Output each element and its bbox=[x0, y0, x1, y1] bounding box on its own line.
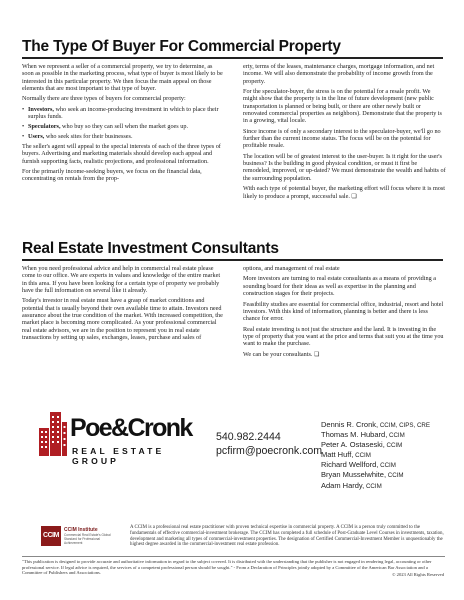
paragraph: The location will be of greatest interest to the user-buyer. Is it right for the user's business? Is the building in good physical condition, or must it first be remodeled, improved, or up-dated? We must demonstrate the wealth and habits of the surrounding population. bbox=[243, 152, 446, 182]
section1-column-right bbox=[243, 63, 446, 203]
paragraph: Real estate investing is not just the structure and the land. It is investing in the type of property that you want at the price and terms that suit you at the time you want to make the purchase. bbox=[243, 325, 444, 348]
paragraph: Normally there are three types of buyers for commercial property: bbox=[22, 95, 186, 103]
agent-name: Peter A. Ostaseski, bbox=[321, 440, 385, 450]
agent-designation: CCIM, CIPS, CRE bbox=[378, 422, 431, 429]
phone-number: 540.982.2444 bbox=[216, 431, 281, 443]
agent-designation: CCIM bbox=[364, 482, 382, 490]
agent-name: Matt Huff, bbox=[321, 450, 354, 460]
bullet-term: Speculators, bbox=[28, 122, 61, 130]
buyer-type-list bbox=[22, 106, 225, 140]
paragraph: options, and management of real estate bbox=[243, 265, 340, 272]
agent-name: Thomas M. Hubard, bbox=[321, 430, 388, 440]
section2-column-left bbox=[22, 265, 225, 344]
section-title-buyer-types: The Type Of Buyer For Commercial Property bbox=[22, 38, 341, 55]
agent-entry bbox=[321, 420, 430, 430]
bullet-text: who seek sites for their businesses. bbox=[44, 132, 133, 140]
bullet-term: Users, bbox=[28, 132, 45, 140]
agent-designation: CCIM bbox=[353, 452, 371, 460]
list-item-investors bbox=[22, 106, 225, 121]
ccim-description: A CCIM is a professional real estate practitioner with proven technical expertise in commercial property. A CCIM is a person truly committed to the fundamentals of effective commercial-investment brokerage. The CCIM has completed a full schedule of Post-Graduate Level Courses in investments, taxation, development and marketing all types of commercial-investment properties. The designation of Certified Commercial-Investment Member is unquestionably the highest degree awarded in the commercial-investment real estate profession. bbox=[130, 525, 444, 548]
agent-name: Adam Hardy, bbox=[321, 480, 365, 490]
agent-name: Richard Wellford, bbox=[321, 460, 379, 470]
logo-wordmark: Poe&Cronk bbox=[70, 414, 192, 442]
legal-disclaimer: "This publication is designed to provide accurate and authoritative information in regard to the subject covered. It is distributed with the understanding that the publisher is not engaged in rendering legal, accounting or other professional service. If legal advice is required, the services of a competent professional person should be sought." - From a Declaration of Principles jointly adopted by a Committee of the American Bar Association and a Committee of Publishers and Associations. bbox=[22, 559, 432, 576]
agent-entry bbox=[321, 481, 430, 491]
paragraph: With each type of potential buyer, the marketing effort will focus where it is most likely to produce a prompt, successful sale. ❏ bbox=[243, 185, 445, 200]
ccim-tagline: Commercial Real Estate's Global Standard for Professional Achievement bbox=[64, 533, 111, 545]
ccim-institute-logo bbox=[41, 526, 111, 550]
ccim-institute-name: CCIM Institute bbox=[64, 527, 98, 533]
copyright-notice: © 2023 All Rights Reserved bbox=[392, 572, 444, 577]
agent-entry bbox=[321, 450, 430, 460]
ccim-badge: CCIM bbox=[41, 526, 61, 546]
paragraph: erty, terms of the leases, maintenance charges, mortgage information, and net income. We will also demonstrate the probability of income growth from the property. bbox=[243, 63, 435, 85]
paragraph: Today's investor in real estate must have a grasp of market conditions and potential that is usually beyond their own available time to attain. Investors need assurance about the true condition of the market. With increased competition, the market place is becoming more complicated. As your professional commercial real estate advisors, we are in the position to represent you in real estate transactions by setting up sales, exchanges, leases, purchase and sales of bbox=[22, 297, 223, 341]
bullet-term: Investors, bbox=[28, 105, 54, 113]
bullet-text: who buy so they can sell when the market goes up. bbox=[60, 122, 188, 130]
agent-entry bbox=[321, 440, 430, 450]
paragraph: More investors are turning to real estate consultants as a means of providing a sounding board for their ideas as well as expertise in the planning and construction stages for their projects. bbox=[243, 275, 436, 298]
bullet-text: who seek an income-producing investment in which to place their surplus funds. bbox=[28, 105, 219, 121]
paragraph: We can be your consultants. ❏ bbox=[243, 350, 320, 358]
paragraph: The seller's agent will appeal to the special interests of each of the three types of buyers. Advertising and marketing materials should develop each appeal and furnish supporting facts, realistic projections, and professional information. bbox=[22, 143, 221, 165]
agent-entry bbox=[321, 470, 430, 480]
agent-entry bbox=[321, 460, 430, 470]
agent-name: Bryan Musselwhite, bbox=[321, 470, 387, 480]
email-address: pcfirm@poecronk.com bbox=[216, 445, 323, 457]
agent-designation: CCIM bbox=[384, 442, 403, 450]
paragraph: Since income is of only a secondary interest to the speculator-buyer, we'll go no further than the current income status. The focus will be on the potential for profitable resale. bbox=[243, 127, 441, 150]
agent-designation: CCIM bbox=[387, 432, 405, 440]
paragraph: When we represent a seller of a commercial property, we try to determine, as soon as possible in the marketing process, what type of buyer is most likely to be interested in this particular property. We then focus the main appeal on those elements that are most important to that type of buyer. bbox=[22, 63, 223, 92]
agent-name: Dennis R. Cronk, bbox=[321, 420, 379, 429]
section-divider bbox=[22, 57, 443, 59]
footer-divider bbox=[22, 556, 445, 557]
agent-designation: CCIM bbox=[386, 472, 404, 480]
company-logo bbox=[38, 406, 196, 466]
list-item-speculators bbox=[22, 123, 225, 130]
paragraph: When you need professional advice and help in commercial real estate please come to our office. We are experts in values and knowledge of the entire market in this area. If you have been looking for a certain type of property we probably have the full information on several like it already. bbox=[22, 265, 221, 294]
paragraph: For the primarily income-seeking buyers, we focus on the financial data, concentrating on rentals from the prop- bbox=[22, 168, 202, 183]
agent-entry bbox=[321, 430, 430, 440]
logo-subtitle: REAL ESTATE GROUP bbox=[72, 446, 165, 466]
agent-designation: CCIM bbox=[378, 462, 396, 470]
paragraph: For the speculator-buyer, the stress is on the potential for a resale profit. We might show that the property is in the line of future development (new public transportation is planned or being built, or there are other newly built or renovated commercial properties as neighbors). Demonstrate that the property is in a growing, vital locale. bbox=[243, 88, 442, 125]
paragraph: Feasibility studies are essential for commercial office, industrial, resort and hotel investors. With this kind of information, planning is better and there is less chance for error. bbox=[243, 300, 444, 323]
contact-info bbox=[216, 430, 322, 458]
section-title-consultants: Real Estate Investment Consultants bbox=[22, 240, 279, 257]
section1-column-left bbox=[22, 63, 225, 186]
section-divider bbox=[22, 259, 443, 261]
section2-column-right bbox=[243, 265, 446, 361]
agent-list bbox=[321, 420, 430, 491]
list-item-users bbox=[22, 133, 225, 140]
building-logo-icon bbox=[38, 406, 68, 458]
